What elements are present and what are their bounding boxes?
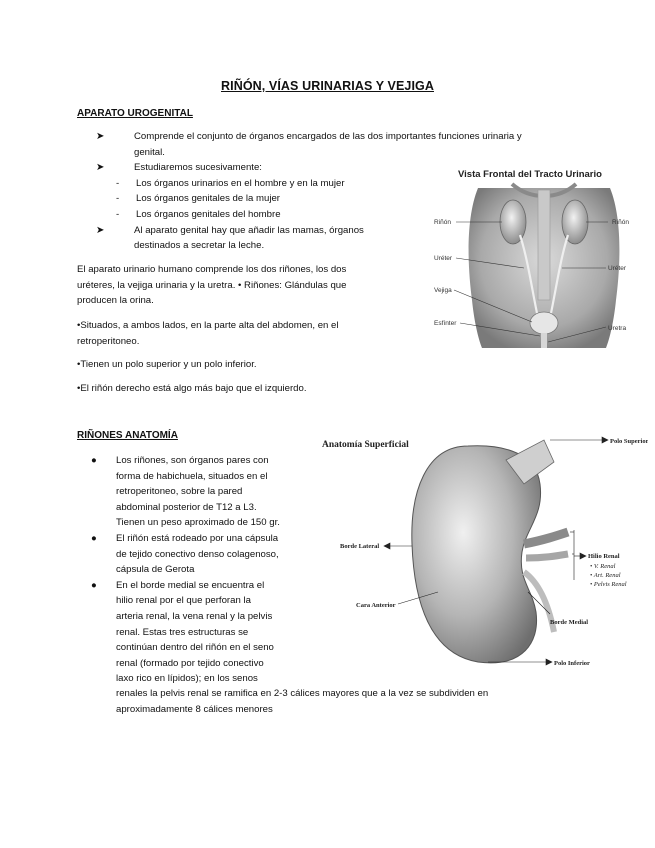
bullet-text: forma de habichuela, situados en el	[116, 470, 268, 482]
arrow-bullet-icon: ➤	[96, 224, 105, 236]
spine-shape	[538, 190, 550, 300]
label-polo-inferior: Polo Inferior	[554, 660, 590, 667]
label-borde-lateral: Borde Lateral	[340, 543, 380, 550]
list-item	[96, 129, 566, 160]
label-cara-anterior: Cara Anterior	[356, 602, 396, 609]
bullet-text: renal (formado por tejido conectivo	[116, 657, 264, 669]
label-art-renal: • Art. Renal	[590, 572, 621, 579]
bullet-text: Tienen un peso aproximado de 150 gr.	[116, 517, 280, 529]
paragraph-line: retroperitoneo.	[77, 335, 140, 347]
paragraph-line: •Situados, a ambos lados, en la parte alta del abdomen, en el	[77, 320, 339, 331]
bullet-text: continúan dentro del riñón en el seno	[116, 642, 274, 654]
paragraph-renal-sinus-tail	[116, 686, 596, 717]
dash-bullet-icon: -	[116, 193, 120, 205]
paragraph-line: El aparato urinario humano comprende los dos riñones, los dos	[77, 264, 347, 275]
dash-bullet-icon: -	[116, 208, 120, 220]
bullet-text: retroperitoneo, sobre la pared	[116, 486, 243, 498]
paragraph-location	[77, 318, 397, 349]
arrow-bullet-icon: ➤	[96, 162, 105, 174]
bullet-text: cápsula de Gerota	[116, 564, 195, 576]
label-hilio-renal: Hilio Renal	[588, 553, 620, 560]
paragraph-line: uréteres, la vejiga urinaria y la uretra. • Riñones: Glándulas que	[77, 279, 347, 291]
label-polo-superior: Polo Superior	[610, 438, 648, 445]
paragraph-line: producen la orina.	[77, 295, 154, 307]
urinary-tract-figure	[420, 160, 645, 350]
urethra-shape	[541, 333, 547, 348]
page-title: RIÑÓN, VÍAS URINARIAS Y VEJIGA	[221, 79, 434, 93]
left-kidney-shape	[500, 200, 526, 244]
vein-shape	[524, 532, 568, 544]
dot-bullet-icon: ●	[91, 532, 97, 544]
label-ureter-right: Uréter	[608, 265, 627, 272]
label-esfinter: Esfínter	[434, 320, 457, 327]
bullet-text: Al aparato genital hay que añadir las mamas, órganos	[134, 224, 364, 236]
bullet-text: Comprende el conjunto de órganos encargados de las dos importantes funciones urinaria y	[134, 131, 522, 142]
label-v-renal: • V. Renal	[590, 563, 616, 570]
label-pelvis-renal: • Pelvis Renal	[590, 581, 627, 588]
bullet-text: de tejido conectivo denso colagenoso,	[116, 548, 279, 560]
bullet-text: abdominal posterior de T12 a L3.	[116, 501, 257, 513]
right-kidney-shape	[562, 200, 588, 244]
section2-bullet-list	[91, 453, 331, 687]
artery-shape	[526, 554, 568, 558]
label-borde-medial: Borde Medial	[550, 619, 589, 626]
kidney-anatomy-figure	[318, 432, 648, 672]
list-item	[91, 578, 331, 687]
paragraph-poles: •Tienen un polo superior y un polo inferior.	[77, 359, 257, 370]
list-item	[91, 531, 331, 578]
figure2-title: Anatomía Superficial	[322, 440, 409, 450]
label-ureter-left: Uréter	[434, 255, 453, 262]
section-heading-rinones-anatomia: RIÑONES ANATOMÍA	[77, 430, 178, 441]
bullet-text: destinados a secretar la leche.	[134, 240, 265, 252]
dot-bullet-icon: ●	[91, 579, 97, 591]
bullet-text: genital.	[134, 146, 165, 158]
section-heading-aparato-urogenital: APARATO UROGENITAL	[77, 108, 193, 119]
bladder-shape	[530, 312, 558, 334]
paragraph-urinary-system	[77, 262, 397, 309]
bullet-text: Los riñones, son órganos pares con	[116, 455, 269, 466]
bullet-text: laxo rico en lípidos); en los senos	[116, 673, 258, 685]
arrow-bullet-icon: ➤	[96, 131, 105, 142]
bullet-text: arteria renal, la vena renal y la pelvis	[116, 610, 273, 622]
list-item	[91, 453, 331, 531]
bullet-text: renal. Estas tres estructuras se	[116, 626, 249, 638]
dash-bullet-icon: -	[116, 177, 120, 189]
label-uretra: Uretra	[608, 325, 627, 332]
paragraph-right-kidney: •El riñón derecho está algo más bajo que el izquierdo.	[77, 383, 307, 394]
sub-item-text: Los órganos genitales del hombre	[136, 208, 281, 220]
label-rinon-left: Riñón	[434, 219, 451, 226]
label-vejiga: Vejiga	[434, 287, 452, 294]
sub-item-text: Los órganos genitales de la mujer	[136, 193, 280, 205]
sub-item-text: Los órganos urinarios en el hombre y en la mujer	[136, 177, 345, 189]
dot-bullet-icon: ●	[91, 455, 97, 466]
label-rinon-right: Riñón	[612, 219, 629, 226]
paragraph-line: aproximadamente 8 cálices menores	[116, 703, 273, 715]
figure1-title: Vista Frontal del Tracto Urinario	[458, 169, 602, 180]
paragraph-line: renales la pelvis renal se ramifica en 2-3 cálices mayores que a la vez se subdividen en	[116, 688, 489, 699]
bullet-text: El riñón está rodeado por una cápsula	[116, 532, 279, 544]
bullet-text: En el borde medial se encuentra el	[116, 579, 265, 591]
bullet-text: Estudiaremos sucesivamente:	[134, 162, 262, 174]
bullet-text: hilio renal por el que perforan la	[116, 595, 251, 607]
